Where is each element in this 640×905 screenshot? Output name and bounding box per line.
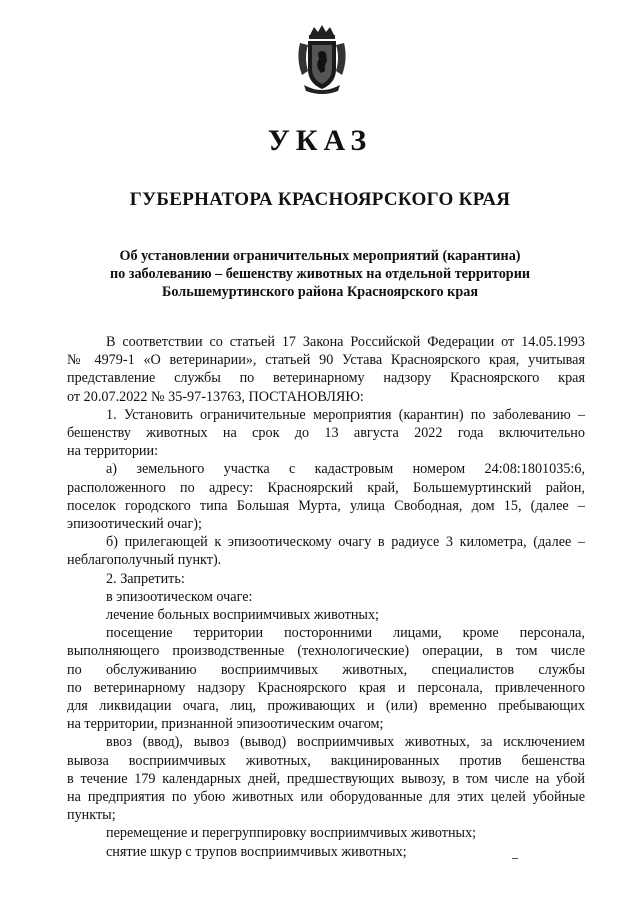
- body-line: расположенного по адресу: Красноярский край, Большемуртинский район,: [67, 479, 585, 496]
- body-line: от 20.07.2022 № 35-97-13763, ПОСТАНОВЛЯЮ:: [67, 388, 364, 405]
- body-line: вывоза восприимчивых животных, вакцинированных против бешенства: [67, 752, 585, 769]
- body-line: на предприятия по убою животных или оборудованные для этих целей убойные: [67, 789, 585, 806]
- heading-line: Большемуртинского района Красноярского края: [161, 284, 479, 300]
- body-line: в эпизоотическом очаге:: [106, 588, 253, 605]
- page-mark: [512, 858, 518, 859]
- body-line: бешенству животных на срок до 13 августа 2022 года включительно: [67, 425, 585, 442]
- body-line: выполняющего производственные (технологические) операции, в том числе: [67, 643, 585, 660]
- body-line: лечение больных восприимчивых животных;: [106, 607, 379, 624]
- body-line: для ликвидации очага, лиц, проживающих и (или) временно пребывающих: [67, 698, 585, 715]
- body-line: на территории:: [67, 443, 159, 460]
- body-line: по ветеринарному надзору Красноярского края и персонала, привлеченного: [67, 679, 585, 696]
- decree-heading: [70, 247, 570, 301]
- body-line: посещение территории посторонними лицами, кроме персонала,: [106, 625, 585, 642]
- heading-line: по заболеванию – бешенству животных на отдельной территории: [109, 266, 531, 282]
- body-line: в течение 179 календарных дней, предшествующих вывозу, в том числе на убой: [67, 770, 585, 787]
- coat-of-arms-icon: [296, 25, 348, 95]
- body-line: неблагополучный пункт).: [67, 552, 222, 569]
- body-line: перемещение и перегруппировку восприимчивых животных;: [106, 825, 477, 842]
- body-line: В соответствии со статьей 17 Закона Российской Федерации от 14.05.1993: [106, 334, 585, 350]
- body-line: б) прилегающей к эпизоотическому очагу в радиусе 3 километра, (далее –: [106, 534, 585, 551]
- body-line: поселок городского типа Большая Мурта, улица Свободная, дом 15, (далее –: [67, 497, 585, 514]
- body-line: пункты;: [67, 807, 116, 824]
- body-line: эпизоотический очаг);: [67, 516, 202, 533]
- body-line: представление службы по ветеринарному надзору Красноярского края: [67, 370, 585, 387]
- body-line: 2. Запретить:: [106, 570, 185, 587]
- body-line: снятие шкур с трупов восприимчивых животных;: [106, 843, 407, 860]
- body-line: ввоз (ввод), вывоз (вывод) восприимчивых животных, за исключением: [106, 734, 585, 751]
- body-line: а) земельного участка с кадастровым номером 24:08:1801035:6,: [106, 461, 585, 478]
- decree-body: [67, 333, 585, 861]
- body-line: 1. Установить ограничительные мероприятия (карантин) по заболеванию –: [106, 406, 585, 423]
- body-line: на территории, признанной эпизоотическим очагом;: [67, 716, 384, 733]
- document-title: УКАЗ: [267, 124, 373, 157]
- document-subtitle: ГУБЕРНАТОРА КРАСНОЯРСКОГО КРАЯ: [129, 189, 511, 210]
- heading-line: Об установлении ограничительных мероприятий (карантина): [119, 248, 521, 264]
- body-line: по обслуживанию восприимчивых животных, специалистов службы: [67, 661, 585, 678]
- body-line: № 4979-1 «О ветеринарии», статьей 90 Устава Красноярского края, учитывая: [67, 352, 585, 369]
